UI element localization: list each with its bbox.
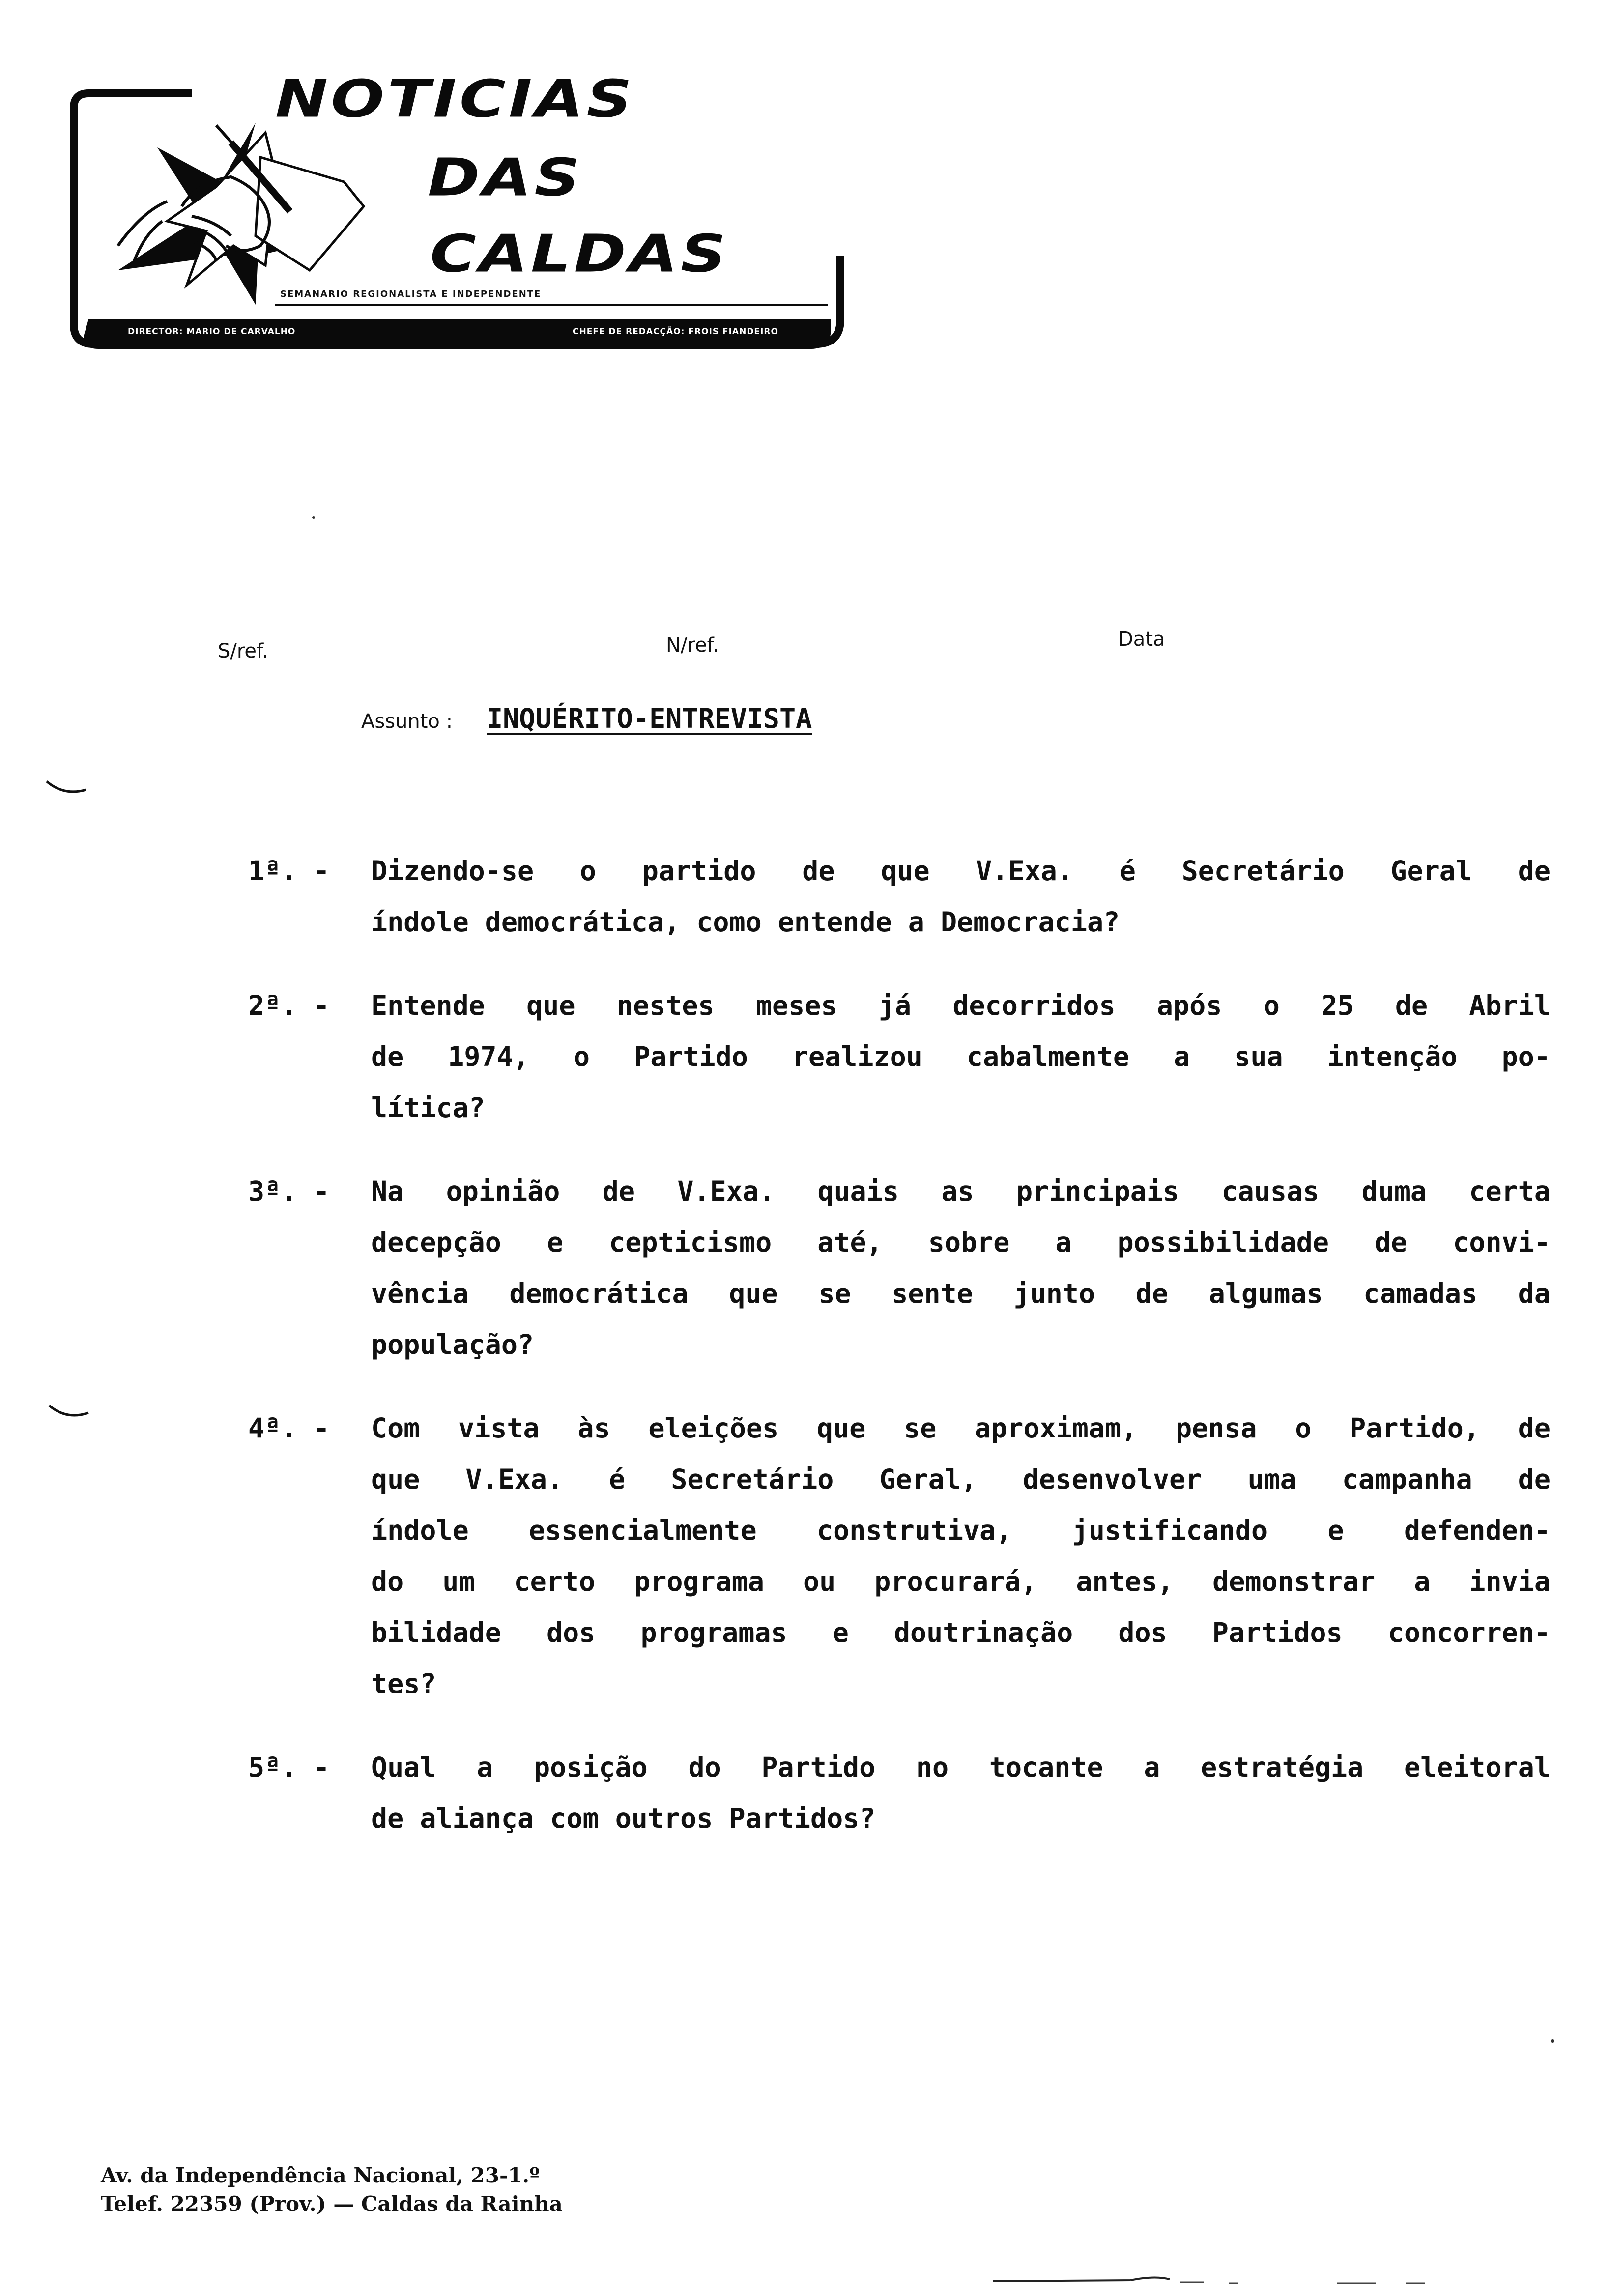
scan-speck bbox=[1551, 2039, 1554, 2043]
question-text-line: Dizendo-se o partido de que V.Exa. é Secretário Geral de bbox=[371, 855, 1551, 887]
question-item bbox=[248, 1403, 1575, 1709]
question-text-line: índole democrática, como entende a Democracia? bbox=[371, 906, 1120, 938]
question-text-line: Na opinião de V.Exa. quais as principais causas duma certa bbox=[371, 1176, 1551, 1207]
subject-label: Assunto : bbox=[361, 710, 453, 733]
question-item bbox=[248, 1742, 1575, 1844]
our-reference-label: N/ref. bbox=[666, 634, 719, 657]
question-text-line: Qual a posição do Partido no tocante a estratégia eleitoral bbox=[371, 1751, 1551, 1783]
question-item bbox=[248, 845, 1575, 947]
question-item bbox=[248, 1166, 1575, 1370]
date-label: Data bbox=[1118, 628, 1165, 651]
letterhead bbox=[69, 59, 855, 354]
chief-editor-credit: CHEFE DE REDACÇÃO: FROIS FIANDEIRO bbox=[573, 327, 778, 337]
scan-edge-marks bbox=[983, 2270, 1524, 2290]
masthead-title-line-1: NOTICIAS bbox=[275, 69, 635, 130]
director-credit: DIRECTOR: MARIO DE CARVALHO bbox=[128, 327, 296, 337]
question-text-line: bilidade dos programas e doutrinação dos Partidos concorren- bbox=[371, 1617, 1551, 1648]
question-text-line: índole essencialmente construtiva, justificando e defenden- bbox=[371, 1515, 1551, 1546]
question-number: 5ª. - bbox=[248, 1751, 330, 1783]
question-number: 4ª. - bbox=[248, 1412, 330, 1444]
question-number: 1ª. - bbox=[248, 855, 330, 887]
question-item bbox=[248, 980, 1575, 1133]
question-text-line: Entende que nestes meses já decorridos após o 25 de Abril bbox=[371, 990, 1551, 1021]
hand-writing-icon bbox=[118, 123, 364, 305]
question-text-line: Com vista às eleições que se aproximam, pensa o Partido, de bbox=[371, 1412, 1551, 1444]
footer-phone: Telef. 22359 (Prov.) — Caldas da Rainha bbox=[101, 2192, 563, 2216]
masthead-title-line-2: DAS bbox=[428, 147, 583, 208]
punch-hole-mark-top bbox=[44, 779, 88, 799]
question-list bbox=[248, 845, 1575, 1876]
question-text-line: de aliança com outros Partidos? bbox=[371, 1803, 876, 1834]
sender-reference-label: S/ref. bbox=[218, 640, 268, 662]
punch-hole-mark-bottom bbox=[47, 1403, 91, 1423]
question-number: 2ª. - bbox=[248, 990, 330, 1021]
question-text-line: do um certo programa ou procurará, antes, demonstrar a invia bbox=[371, 1566, 1551, 1597]
question-text-line: população? bbox=[371, 1329, 534, 1360]
question-text-line: tes? bbox=[371, 1668, 436, 1699]
masthead-title-line-3: CALDAS bbox=[430, 224, 729, 285]
footer-address-block bbox=[101, 2161, 563, 2218]
question-text-line: vência democrática que se sente junto de algumas camadas da bbox=[371, 1278, 1551, 1309]
question-number: 3ª. - bbox=[248, 1176, 330, 1207]
question-text-line: decepção e cepticismo até, sobre a possibilidade de convi- bbox=[371, 1227, 1551, 1258]
question-text-line: de 1974, o Partido realizou cabalmente a sua intenção po- bbox=[371, 1041, 1551, 1072]
scan-speck bbox=[312, 516, 315, 519]
question-text-line: que V.Exa. é Secretário Geral, desenvolver uma campanha de bbox=[371, 1464, 1551, 1495]
footer-address: Av. da Independência Nacional, 23-1.º bbox=[101, 2163, 540, 2187]
question-text-line: lítica? bbox=[371, 1092, 485, 1123]
masthead-tagline: SEMANARIO REGIONALISTA E INDEPENDENTE bbox=[280, 289, 542, 299]
subject-value: INQUÉRITO-ENTREVISTA bbox=[487, 703, 812, 734]
